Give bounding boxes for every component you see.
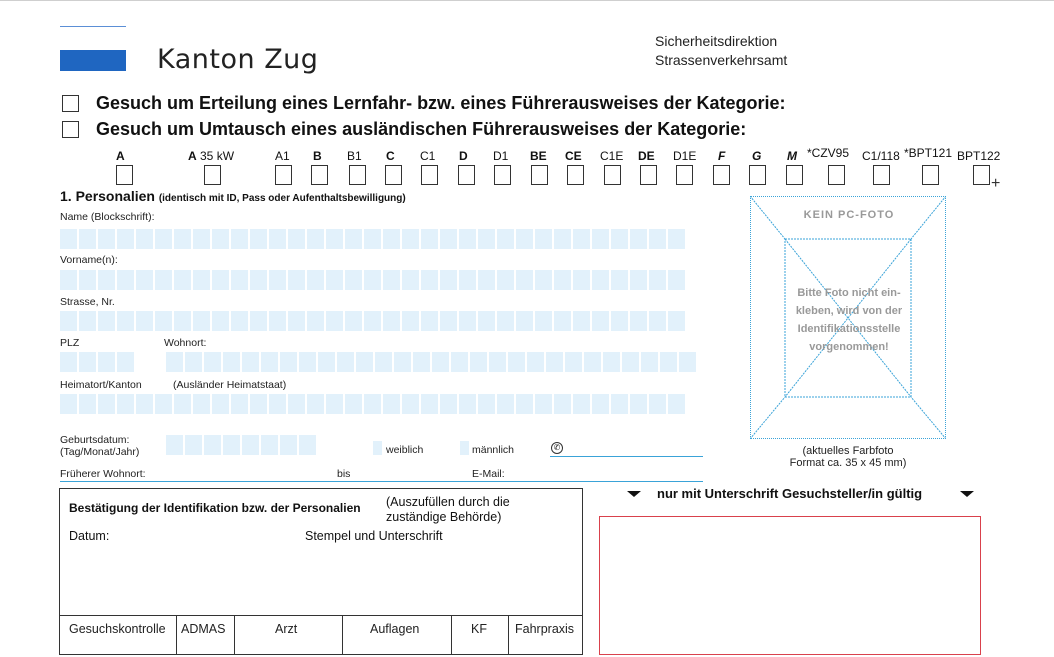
female-label: weiblich — [386, 444, 424, 456]
char-cell[interactable] — [250, 311, 267, 331]
top-border — [0, 0, 1054, 1]
char-cell[interactable] — [668, 394, 685, 414]
char-cell[interactable] — [497, 394, 514, 414]
char-cell[interactable] — [421, 270, 438, 290]
category-label: A 35 kW — [188, 149, 235, 163]
char-cell[interactable] — [573, 270, 590, 290]
crop-mark-icon: + — [991, 175, 1001, 192]
char-cell[interactable] — [136, 311, 153, 331]
char-cell[interactable] — [649, 229, 666, 249]
char-cell[interactable] — [60, 311, 77, 331]
char-cell[interactable] — [250, 270, 267, 290]
column-divider — [234, 615, 235, 655]
char-cell[interactable] — [603, 352, 620, 372]
identification-box — [59, 488, 583, 655]
char-cell[interactable] — [440, 311, 457, 331]
char-cell[interactable] — [516, 270, 533, 290]
char-cell[interactable] — [516, 394, 533, 414]
photo-header: KEIN PC-FOTO — [803, 209, 895, 221]
application-title: Gesuch um Erteilung eines Lernfahr- bzw. eines Führerausweises der Kategorie: — [96, 93, 786, 113]
vorname-label: Vorname(n): — [60, 254, 118, 266]
char-cell[interactable] — [611, 311, 628, 331]
char-cell[interactable] — [79, 311, 96, 331]
char-cell[interactable] — [535, 394, 552, 414]
char-cell[interactable] — [174, 229, 191, 249]
char-cell[interactable] — [269, 229, 286, 249]
column-gesuchskontrolle: Gesuchskontrolle — [69, 622, 166, 636]
char-cell[interactable] — [117, 270, 134, 290]
birthdate-label: Geburtsdatum: — [60, 434, 130, 446]
char-cell[interactable] — [440, 229, 457, 249]
char-cell[interactable] — [231, 229, 248, 249]
char-cell[interactable] — [497, 270, 514, 290]
char-cell[interactable] — [269, 394, 286, 414]
char-cell[interactable] — [79, 394, 96, 414]
category-checkbox[interactable] — [349, 165, 366, 185]
char-cell[interactable] — [611, 229, 628, 249]
column-divider — [451, 615, 452, 655]
category-label: A1 — [275, 149, 290, 163]
category-label: C1/118 — [862, 149, 900, 163]
column-divider — [342, 615, 343, 655]
wohnort-label: Wohnort: — [164, 337, 207, 349]
category-label: B — [313, 149, 322, 163]
identification-note-line: (Auszufüllen durch die — [386, 495, 510, 509]
char-cell[interactable] — [668, 270, 685, 290]
photo-text-line: vorgenommen! — [809, 341, 889, 353]
char-cell[interactable] — [185, 435, 202, 455]
char-cell[interactable] — [242, 352, 259, 372]
canton-name: Kanton Zug — [157, 44, 319, 75]
char-cell[interactable] — [155, 394, 172, 414]
char-cell[interactable] — [98, 394, 115, 414]
char-cell[interactable] — [508, 352, 525, 372]
char-cell[interactable] — [250, 394, 267, 414]
char-cell[interactable] — [212, 229, 229, 249]
previous-address-label: Früherer Wohnort: — [60, 468, 146, 480]
category-label: D — [459, 149, 468, 163]
char-cell[interactable] — [622, 352, 639, 372]
photo-caption — [750, 445, 946, 469]
char-cell[interactable] — [155, 229, 172, 249]
char-cell[interactable] — [136, 270, 153, 290]
char-cell[interactable] — [668, 229, 685, 249]
char-cell[interactable] — [212, 394, 229, 414]
char-cell[interactable] — [375, 352, 392, 372]
char-cell[interactable] — [364, 229, 381, 249]
char-cell[interactable] — [326, 394, 343, 414]
char-cell[interactable] — [345, 270, 362, 290]
char-cell[interactable] — [630, 311, 647, 331]
char-cell[interactable] — [383, 394, 400, 414]
char-cell[interactable] — [394, 352, 411, 372]
category-label: B1 — [347, 149, 362, 163]
char-cell[interactable] — [269, 311, 286, 331]
char-cell[interactable] — [79, 270, 96, 290]
category-checkbox[interactable] — [116, 165, 133, 185]
char-cell[interactable] — [573, 229, 590, 249]
char-cell[interactable] — [459, 270, 476, 290]
char-cell[interactable] — [231, 270, 248, 290]
char-cell[interactable] — [573, 394, 590, 414]
char-cell[interactable] — [307, 394, 324, 414]
char-cell[interactable] — [307, 311, 324, 331]
char-cell[interactable] — [554, 229, 571, 249]
email-label: E-Mail: — [472, 468, 505, 480]
category-label: C1E — [600, 149, 624, 163]
photo-text-line: kleben, wird von der — [795, 305, 903, 317]
char-cell[interactable] — [402, 229, 419, 249]
char-cell[interactable] — [318, 352, 335, 372]
char-cell[interactable] — [421, 394, 438, 414]
datum-label: Datum: — [69, 529, 110, 543]
char-cell[interactable] — [204, 352, 221, 372]
char-cell[interactable] — [592, 270, 609, 290]
char-cell[interactable] — [584, 352, 601, 372]
category-label: *CZV95 — [807, 146, 850, 160]
char-cell[interactable] — [288, 394, 305, 414]
category-label: D1E — [673, 149, 697, 163]
char-cell[interactable] — [516, 229, 533, 249]
column-auflagen: Auflagen — [370, 622, 420, 636]
char-cell[interactable] — [261, 352, 278, 372]
column-divider — [176, 615, 177, 655]
char-cell[interactable] — [98, 352, 115, 372]
char-cell[interactable] — [326, 229, 343, 249]
section-title — [60, 188, 406, 204]
exchange-title: Gesuch um Umtausch eines ausländischen Führerausweises der Kategorie: — [96, 119, 747, 139]
category-checkbox[interactable] — [531, 165, 548, 185]
char-cell[interactable] — [60, 229, 77, 249]
char-cell[interactable] — [402, 270, 419, 290]
char-cell[interactable] — [204, 435, 221, 455]
canton-logo — [60, 50, 126, 71]
char-cell[interactable] — [185, 352, 202, 372]
category-checkbox[interactable] — [311, 165, 328, 185]
category-label: *BPT121 — [904, 146, 953, 160]
char-cell[interactable] — [383, 270, 400, 290]
char-cell[interactable] — [136, 229, 153, 249]
category-checkbox[interactable] — [204, 165, 221, 185]
char-cell[interactable] — [364, 311, 381, 331]
char-cell[interactable] — [345, 311, 362, 331]
previous-address-line[interactable] — [60, 481, 703, 482]
char-cell[interactable] — [413, 352, 430, 372]
char-cell[interactable] — [535, 229, 552, 249]
char-cell[interactable] — [193, 270, 210, 290]
char-cell[interactable] — [565, 352, 582, 372]
plz-label: PLZ — [60, 337, 80, 349]
category-label: BPT122 — [957, 149, 1001, 163]
char-cell[interactable] — [383, 229, 400, 249]
char-cell[interactable] — [288, 311, 305, 331]
strasse-label: Strasse, Nr. — [60, 296, 115, 308]
char-cell[interactable] — [288, 270, 305, 290]
name-label: Name (Blockschrift): — [60, 211, 155, 223]
char-cell[interactable] — [611, 270, 628, 290]
category-label: C — [386, 149, 395, 163]
char-cell[interactable] — [592, 394, 609, 414]
char-cell[interactable] — [554, 270, 571, 290]
photo-text-line: Identifikationsstelle — [797, 323, 901, 335]
female-checkbox[interactable] — [373, 441, 382, 455]
char-cell[interactable] — [307, 270, 324, 290]
birthdate-format: (Tag/Monat/Jahr) — [60, 446, 140, 458]
char-cell[interactable] — [421, 311, 438, 331]
char-cell[interactable] — [489, 352, 506, 372]
char-cell[interactable] — [288, 229, 305, 249]
char-cell[interactable] — [432, 352, 449, 372]
category-checkbox[interactable] — [922, 165, 939, 185]
char-cell[interactable] — [193, 311, 210, 331]
char-cell[interactable] — [155, 311, 172, 331]
char-cell[interactable] — [337, 352, 354, 372]
identification-title: Bestätigung der Identifikation bzw. der Personalien — [69, 501, 361, 515]
char-cell[interactable] — [231, 311, 248, 331]
category-label: A — [116, 149, 125, 163]
char-cell[interactable] — [307, 229, 324, 249]
char-cell[interactable] — [250, 229, 267, 249]
char-cell[interactable] — [592, 311, 609, 331]
category-checkbox[interactable] — [421, 165, 438, 185]
category-checkbox[interactable] — [676, 165, 693, 185]
heimatort-label: Heimatort/Kanton — [60, 379, 142, 391]
char-cell[interactable] — [546, 352, 563, 372]
char-cell[interactable] — [573, 311, 590, 331]
char-cell[interactable] — [679, 352, 696, 372]
char-cell[interactable] — [668, 311, 685, 331]
char-cell[interactable] — [166, 352, 183, 372]
category-label: DE — [638, 149, 655, 163]
char-cell[interactable] — [478, 229, 495, 249]
photo-text-line: Bitte Foto nicht ein- — [797, 287, 901, 299]
char-cell[interactable] — [212, 270, 229, 290]
char-cell[interactable] — [554, 311, 571, 331]
char-cell[interactable] — [383, 311, 400, 331]
char-cell[interactable] — [478, 311, 495, 331]
char-cell[interactable] — [269, 270, 286, 290]
char-cell[interactable] — [459, 229, 476, 249]
photo-area — [750, 196, 946, 439]
strasse-field[interactable] — [60, 311, 685, 331]
identification-note-line: zuständige Behörde) — [386, 510, 502, 524]
photo-instructions — [751, 284, 947, 356]
char-cell[interactable] — [242, 435, 259, 455]
char-cell[interactable] — [98, 270, 115, 290]
char-cell[interactable] — [630, 229, 647, 249]
char-cell[interactable] — [212, 311, 229, 331]
category-label: C1 — [420, 149, 436, 163]
category-label: M — [787, 149, 797, 163]
char-cell[interactable] — [364, 394, 381, 414]
category-checkbox[interactable] — [828, 165, 845, 185]
category-checkbox[interactable] — [713, 165, 730, 185]
office-name: Strassenverkehrsamt — [655, 52, 788, 68]
char-cell[interactable] — [117, 229, 134, 249]
char-cell[interactable] — [174, 270, 191, 290]
char-cell[interactable] — [136, 394, 153, 414]
auslaender-label: (Ausländer Heimatstaat) — [173, 379, 287, 391]
char-cell[interactable] — [193, 394, 210, 414]
char-cell[interactable] — [592, 229, 609, 249]
char-cell[interactable] — [174, 394, 191, 414]
char-cell[interactable] — [649, 270, 666, 290]
char-cell[interactable] — [223, 435, 240, 455]
char-cell[interactable] — [356, 352, 373, 372]
char-cell[interactable] — [641, 352, 658, 372]
arrow-down-icon — [627, 491, 641, 497]
department-name: Sicherheitsdirektion — [655, 33, 778, 49]
wohnort-field[interactable] — [166, 352, 696, 372]
signature-box[interactable] — [599, 516, 981, 655]
char-cell[interactable] — [60, 394, 77, 414]
char-cell[interactable] — [440, 270, 457, 290]
char-cell[interactable] — [326, 270, 343, 290]
char-cell[interactable] — [497, 311, 514, 331]
column-arzt: Arzt — [275, 622, 298, 636]
birthdate-field[interactable] — [166, 435, 316, 455]
char-cell[interactable] — [79, 229, 96, 249]
char-cell[interactable] — [459, 311, 476, 331]
table-divider — [60, 615, 582, 616]
char-cell[interactable] — [649, 311, 666, 331]
category-label: BE — [530, 149, 547, 163]
char-cell[interactable] — [611, 394, 628, 414]
stamp-label: Stempel und Unterschrift — [305, 529, 443, 543]
category-checkbox[interactable] — [873, 165, 890, 185]
category-checkbox[interactable] — [640, 165, 657, 185]
char-cell[interactable] — [231, 394, 248, 414]
char-cell[interactable] — [497, 229, 514, 249]
category-label: D1 — [493, 149, 509, 163]
column-fahrpraxis: Fahrpraxis — [515, 622, 575, 636]
category-checkbox[interactable] — [604, 165, 621, 185]
char-cell[interactable] — [280, 435, 297, 455]
char-cell[interactable] — [402, 311, 419, 331]
char-cell[interactable] — [630, 270, 647, 290]
char-cell[interactable] — [79, 352, 96, 372]
char-cell[interactable] — [60, 352, 77, 372]
column-kf: KF — [471, 622, 487, 636]
char-cell[interactable] — [174, 311, 191, 331]
char-cell[interactable] — [527, 352, 544, 372]
arrow-down-icon — [960, 491, 974, 497]
char-cell[interactable] — [98, 229, 115, 249]
until-label: bis — [337, 468, 351, 480]
heimatort-field[interactable] — [60, 394, 685, 414]
char-cell[interactable] — [155, 270, 172, 290]
char-cell[interactable] — [193, 229, 210, 249]
char-cell[interactable] — [402, 394, 419, 414]
signature-label: nur mit Unterschrift Gesuchsteller/in gültig — [657, 486, 923, 501]
column-divider — [508, 615, 509, 655]
char-cell[interactable] — [364, 270, 381, 290]
char-cell[interactable] — [326, 311, 343, 331]
char-cell[interactable] — [440, 394, 457, 414]
char-cell[interactable] — [280, 352, 297, 372]
category-checkbox[interactable] — [973, 165, 990, 185]
phone-icon: ✆ — [551, 442, 563, 454]
section-note: (identisch mit ID, Pass oder Aufenthaltsbewilligung) — [158, 193, 406, 204]
column-admas: ADMAS — [181, 622, 226, 636]
male-checkbox[interactable] — [460, 441, 469, 455]
category-checkbox[interactable] — [749, 165, 766, 185]
char-cell[interactable] — [60, 270, 77, 290]
category-label: G — [752, 149, 762, 163]
category-checkbox[interactable] — [567, 165, 584, 185]
category-checkbox[interactable] — [494, 165, 511, 185]
char-cell[interactable] — [649, 394, 666, 414]
char-cell[interactable] — [299, 352, 316, 372]
char-cell[interactable] — [117, 311, 134, 331]
char-cell[interactable] — [223, 352, 240, 372]
phone-line[interactable] — [550, 456, 703, 457]
char-cell[interactable] — [117, 352, 134, 372]
category-checkbox[interactable] — [458, 165, 475, 185]
char-cell[interactable] — [98, 311, 115, 331]
char-cell[interactable] — [166, 435, 183, 455]
char-cell[interactable] — [459, 394, 476, 414]
char-cell[interactable] — [478, 394, 495, 414]
char-cell[interactable] — [554, 394, 571, 414]
male-label: männlich — [472, 444, 515, 456]
char-cell[interactable] — [421, 229, 438, 249]
category-label: CE — [565, 149, 582, 163]
char-cell[interactable] — [516, 311, 533, 331]
char-cell[interactable] — [345, 394, 362, 414]
char-cell[interactable] — [535, 311, 552, 331]
char-cell[interactable] — [660, 352, 677, 372]
photo-caption-line: (aktuelles Farbfoto — [802, 445, 894, 457]
char-cell[interactable] — [630, 394, 647, 414]
char-cell[interactable] — [345, 229, 362, 249]
category-checkbox[interactable] — [786, 165, 803, 185]
category-checkbox[interactable] — [275, 165, 292, 185]
exchange-checkbox[interactable] — [62, 121, 79, 138]
photo-caption-line: Format ca. 35 x 45 mm) — [789, 457, 907, 469]
char-cell[interactable] — [117, 394, 134, 414]
section-title-text: 1. Personalien — [60, 188, 155, 204]
char-cell[interactable] — [478, 270, 495, 290]
char-cell[interactable] — [470, 352, 487, 372]
char-cell[interactable] — [451, 352, 468, 372]
char-cell[interactable] — [299, 435, 316, 455]
category-checkbox[interactable] — [385, 165, 402, 185]
application-checkbox[interactable] — [62, 95, 79, 112]
plz-field[interactable] — [60, 352, 134, 372]
category-label: F — [718, 149, 726, 163]
logo-line — [60, 26, 126, 27]
identification-note — [386, 495, 510, 525]
char-cell[interactable] — [261, 435, 278, 455]
name-field[interactable] — [60, 229, 685, 249]
vorname-field[interactable] — [60, 270, 685, 290]
char-cell[interactable] — [535, 270, 552, 290]
